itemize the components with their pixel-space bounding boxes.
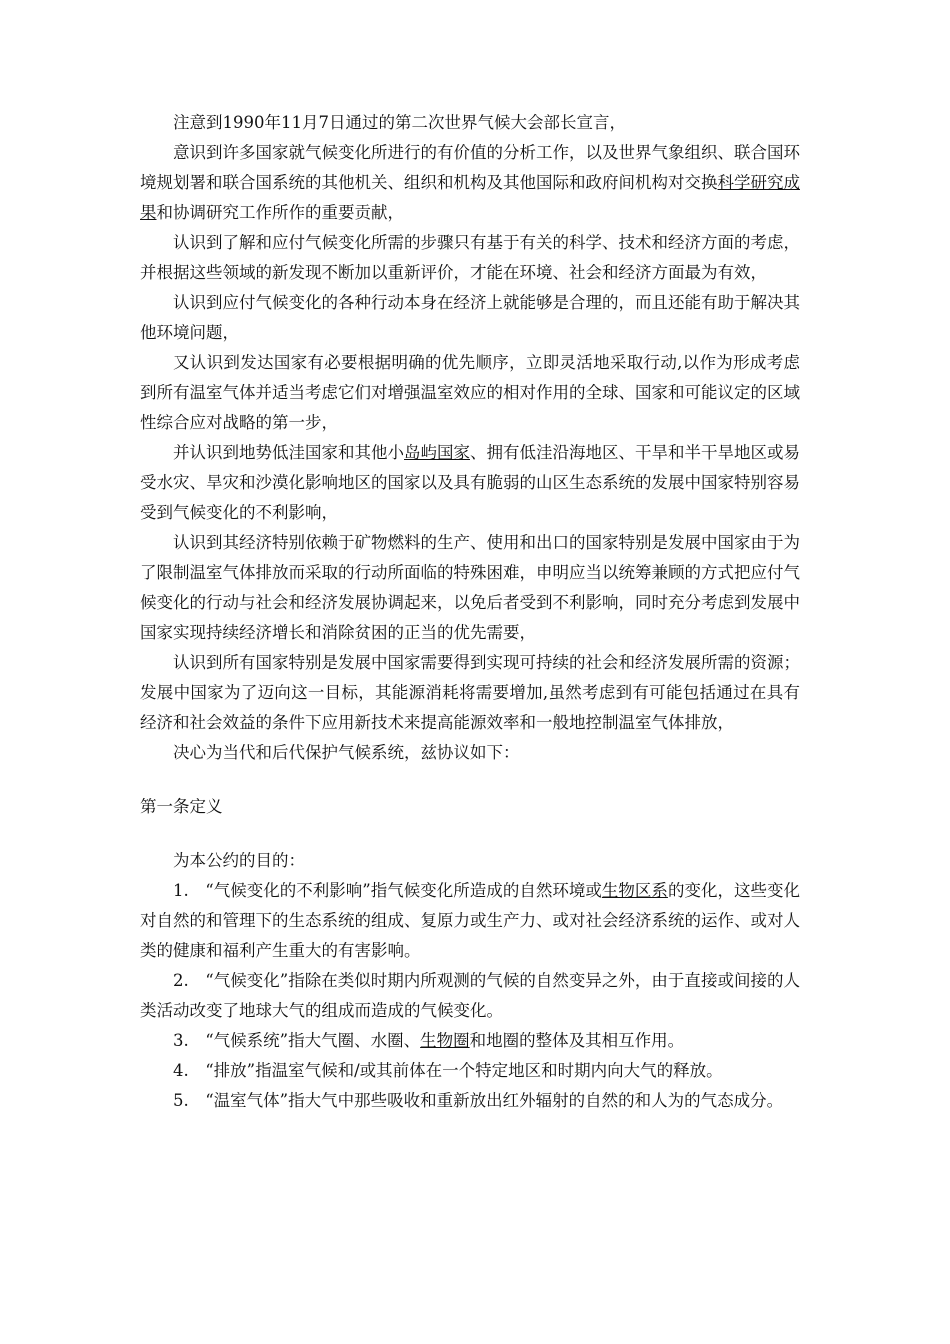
paragraph-text: 注意到1990年11月7日通过的第二次世界气候大会部长宣言， xyxy=(173,113,626,132)
paragraph-text: 、拥有低洼沿海地区、干旱和半干旱地区或易受水灾、旱灾和沙漠化影响地区的国家以及具有脆弱的山区生态系统的发展中国家特别容易受到气候变化的不利影响， xyxy=(140,443,800,522)
paragraph-text: 5. “温室气体”指大气中那些吸收和重新放出红外辐射的自然的和人为的气态成分。 xyxy=(173,1091,784,1110)
paragraph-text: 4. “排放”指温室气候和/或其前体在一个特定地区和时期内向大气的释放。 xyxy=(173,1061,723,1080)
preamble-paragraph-3 xyxy=(140,228,800,288)
paragraph-text: 和地圈的整体及其相互作用。 xyxy=(469,1031,685,1050)
paragraph-text: 3. “气候系统”指大气圈、水圈、 xyxy=(173,1031,421,1050)
paragraph-text: 认识到所有国家特别是发展中国家需要得到实现可持续的社会和经济发展所需的资源；发展中国家为了迈向这一目标，其能源消耗将需要增加,虽然考虑到有可能包括通过在具有经济和社会效益的条件下应用新技术来提高能源效率和一般地控制温室气体排放， xyxy=(140,653,800,732)
preamble-paragraph-7 xyxy=(140,528,800,648)
preamble-paragraph-4 xyxy=(140,288,800,348)
paragraph-text: 认识到其经济特别依赖于矿物燃料的生产、使用和出口的国家特别是发展中国家由于为了限制温室气体排放而采取的行动所面临的特殊困难，申明应当以统筹兼顾的方式把应付气候变化的行动与社会和经济发展协调起来，以免后者受到不利影响，同时充分考虑到发展中国家实现持续经济增长和消除贫困的正当的优先需要， xyxy=(140,533,800,642)
preamble-paragraph-1 xyxy=(140,108,800,138)
paragraph-text: 意识到许多国家就气候变化所进行的有价值的分析工作，以及世界气象组织、联合国环境规划署和联合国系统的其他机关、组织和机构及其他国际和政府间机构对交换 xyxy=(140,143,800,192)
paragraph-text: 决心为当代和后代保护气候系统，兹协议如下： xyxy=(173,743,520,762)
paragraph-text: 认识到应付气候变化的各种行动本身在经济上就能够是合理的，而且还能有助于解决其他环境问题， xyxy=(140,293,800,342)
paragraph-text: 认识到了解和应付气候变化所需的步骤只有基于有关的科学、技术和经济方面的考虑，并根据这些领域的新发现不断加以重新评价，才能在环境、社会和经济方面最为有效， xyxy=(140,233,800,282)
document-page xyxy=(140,108,800,1116)
paragraph-text: 为本公约的目的： xyxy=(173,851,305,870)
link-biota[interactable]: 生物区系 xyxy=(601,881,668,900)
preamble-paragraph-9 xyxy=(140,738,800,768)
paragraph-text: 和协调研究工作所作的重要贡献， xyxy=(156,203,404,222)
definition-3 xyxy=(140,1026,800,1056)
paragraph-text: 并认识到地势低洼国家和其他小 xyxy=(173,443,404,462)
definition-5 xyxy=(140,1086,800,1116)
link-biosphere[interactable]: 生物圈 xyxy=(420,1031,470,1050)
definition-2 xyxy=(140,966,800,1026)
paragraph-text: 1. “气候变化的不利影响”指气候变化所造成的自然环境或 xyxy=(173,881,602,900)
definition-4 xyxy=(140,1056,800,1086)
paragraph-text: 2. “气候变化”指除在类似时期内所观测的气候的自然变异之外，由于直接或间接的人类活动改变了地球大气的组成而造成的气候变化。 xyxy=(140,971,800,1020)
preamble-paragraph-8 xyxy=(140,648,800,738)
paragraph-text: 的变化，这些变化对自然的和管理下的生态系统的组成、复原力或生产力、或对社会经济系统的运作、或对人类的健康和福利产生重大的有害影响。 xyxy=(140,881,801,960)
paragraph-text: 又认识到发达国家有必要根据明确的优先顺序，立即灵活地采取行动,以作为形成考虑到所有温室气体并适当考虑它们对增强温室效应的相对作用的全球、国家和可能议定的区域性综合应对战略的第一步， xyxy=(140,353,800,432)
article-1-intro xyxy=(140,846,800,876)
link-island-states[interactable]: 岛屿国家 xyxy=(404,443,470,462)
link-scientific-research-results[interactable]: 科学研究成果 xyxy=(140,173,800,222)
article-1-heading: 第一条定义 xyxy=(140,797,223,816)
preamble-paragraph-5 xyxy=(140,348,800,438)
preamble-paragraph-6 xyxy=(140,438,800,528)
preamble-paragraph-2 xyxy=(140,138,800,228)
definition-1 xyxy=(140,876,800,966)
